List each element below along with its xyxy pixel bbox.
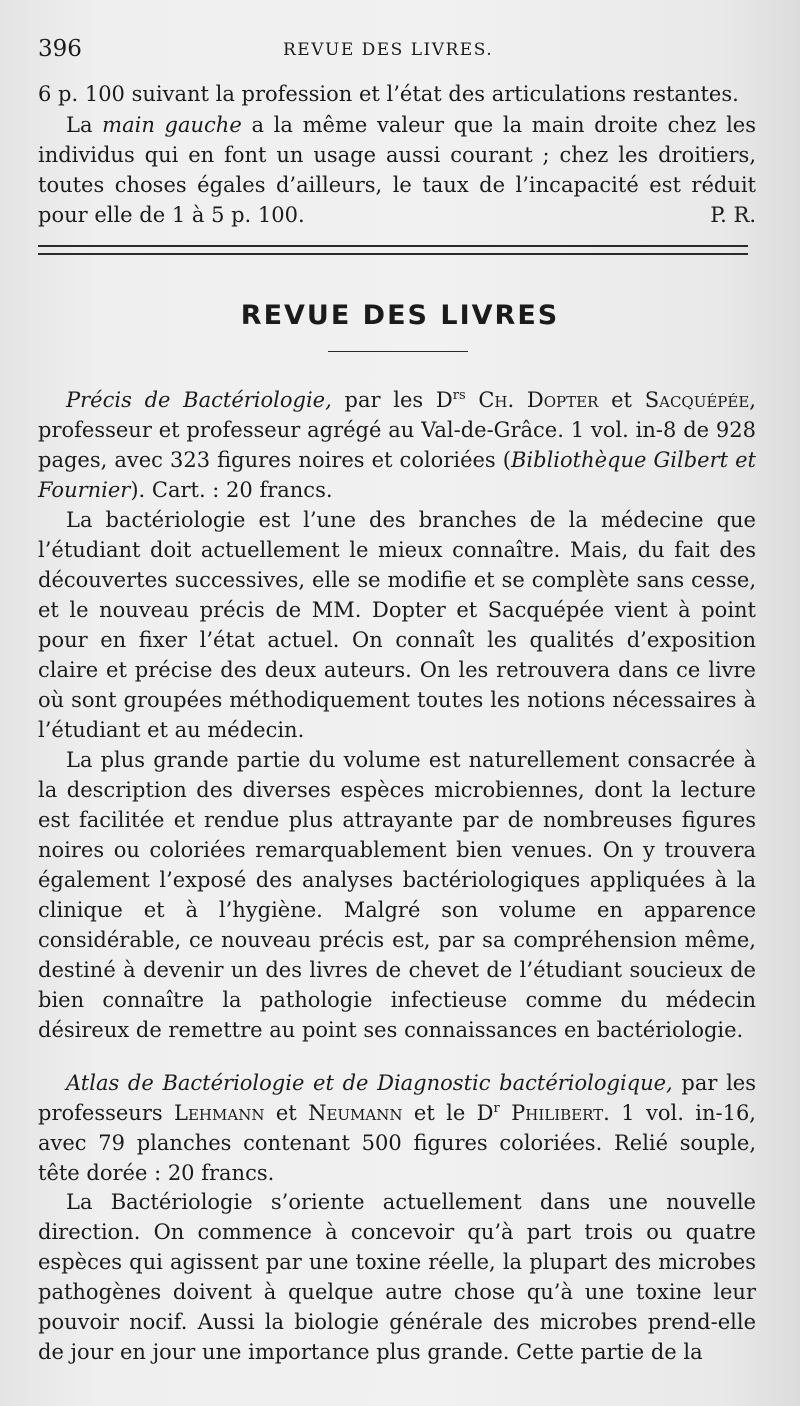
review1-author2: Sacquépée,	[644, 388, 756, 412]
review2-paragraph1: La Bactériologie s’oriente actuellement dans une nouvelle direction. On commence à concevoir qu’à part trois ou quatre espèces qui agissent par une toxine réelle, la plupart des microbes pathogènes doivent à quelque autre chose qu’à une toxine leur pouvoir nocif. Aussi la biologie générale des microbes prend-elle de jour en jour une importance plus grande. Cette partie de la	[38, 1190, 756, 1364]
title-underline	[328, 351, 468, 352]
section-title: REVUE DES LIVRES	[240, 300, 560, 331]
prior-line: 6 p. 100 suivant la profession et l’état des articulations restantes.	[38, 82, 739, 106]
divider-rule-bottom	[38, 253, 748, 255]
prior-paragraph: La main gauche a la même valeur que la main droite chez les individus qui en font un usage aussi courant ; chez les droitiers, toutes choses égales d’ailleurs, le taux de l’incapacité est réduit pour elle de 1 à 5 p. 100. P. R.	[38, 110, 756, 230]
review1-paragraph2: La plus grande partie du volume est naturellement consacrée à la description des diverses espèces microbiennes, dont la lecture est facilitée et rendue plus attrayante par de nombreuses figures noires ou coloriées remarquablement bien venues. On y trouvera également l’exposé des analyses bactériologiques appliquées à la clinique et à l’hygiène. Malgré son volume en apparence considérable, ce nouveau précis est, par sa compréhension même, destiné à devenir un des livres de chevet de l’étudiant soucieux de bien connaître la pathologie infectieuse comme du médecin désireux de remettre au point ses connaissances en bactériologie.	[38, 748, 756, 1042]
review2-citation: Atlas de Bactériologie et de Diagnostic bactériologique, par les professeurs Lehmann et Neumann et le $D^r$ Philibert. 1 vol. in-16, avec 79 planches contenant 500 figures coloriées. Relié souple, tête dorée : 20 francs.	[38, 1071, 756, 1185]
page-number: 396	[38, 36, 82, 62]
review1-author1: Ch. Dopter	[478, 388, 599, 412]
review1-title: Précis de Bactériologie,	[66, 388, 332, 412]
review1-citation: Précis de Bactériologie, par les $D^{rs}$ Ch. Dopter et Sacquépée, professeur et professeur agrégé au Val-de-Grâce. 1 vol. in-8 de 928 pages, avec 323 figures noires et coloriées (Bibliothèque Gilbert et Fournier). Cart. : 20 francs.	[38, 388, 756, 502]
review2-author3: Philibert.	[511, 1101, 610, 1125]
review1-paragraph1: La bactériologie est l’une des branches de la médecine que l’étudiant doit actuellement le mieux connaître. Mais, du fait des découvertes successives, elle se modifie et se complète sans cesse, et le nouveau précis de MM. Dopter et Sacquépée vient à point pour en fixer l’état actuel. On connaît les qualités d’exposition claire et précise des deux auteurs. On les retrouvera dans ce livre où sont groupées méthodiquement toutes les notions nécessaires à l’étudiant et au médecin.	[38, 508, 756, 742]
review2-author2: Neumann	[308, 1101, 403, 1125]
divider-rule-top	[38, 245, 748, 247]
main-gauche-term: main gauche	[102, 113, 242, 137]
page-header	[38, 36, 758, 66]
review1-series: Bibliothèque Gilbert et Fournier	[38, 448, 756, 502]
running-head: REVUE DES LIVRES.	[283, 40, 494, 60]
review2-title: Atlas de Bactériologie et de Diagnostic bactériologique,	[66, 1071, 673, 1095]
signature: P. R.	[710, 203, 756, 227]
review2-author1: Lehmann	[174, 1101, 265, 1125]
